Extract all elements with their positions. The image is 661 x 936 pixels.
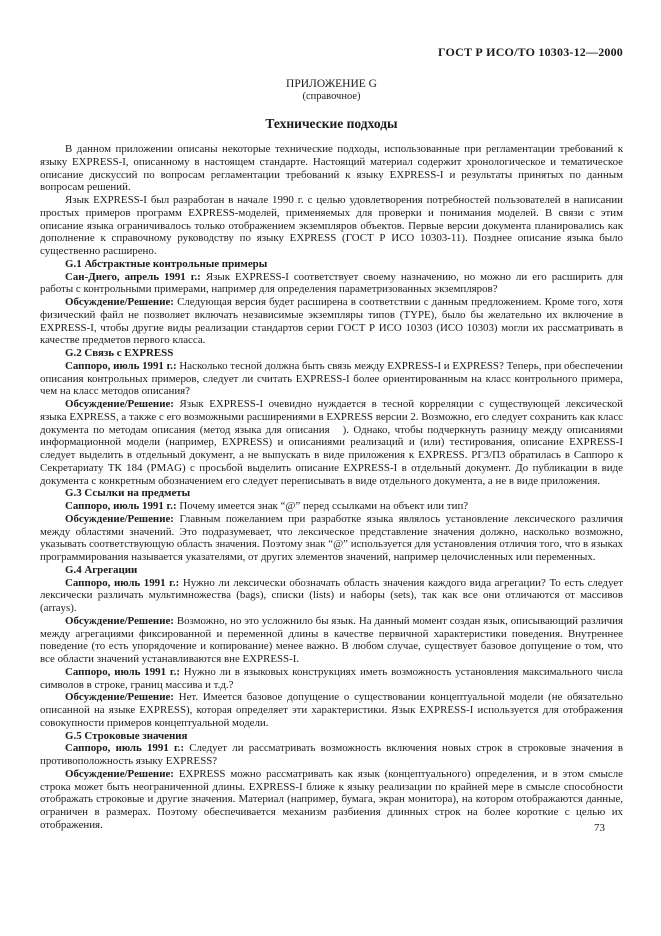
paragraph <box>40 296 623 347</box>
section-heading <box>40 258 623 271</box>
paragraph-text: Возможно, но это усложнило бы язык. На данный момент создан язык, описывающий различия между агрегациями фиксированной и переменной длины в качестве первичной характеристики поведения. Внутреннее поведение (то есть упорядочение и копирование) менее важно. В любом случае, существует базовое допущение о том, что все области значений устанавливаются вне EXPRESS-I. <box>40 614 623 665</box>
paragraph-lead: Обсуждение/Решение: <box>65 691 179 704</box>
document-code: ГОСТ Р ИСО/ТО 10303-12—2000 <box>437 45 623 59</box>
appendix-note: (справочное) <box>302 91 361 102</box>
paragraph-lead: Сан-Диего, апрель 1991 г.: <box>65 270 206 283</box>
paragraph-text: G.2 Связь с EXPRESS <box>65 347 174 359</box>
paragraph-text: Следующая версия будет расширена в соответствии с данным предложением. Кроме того, хотя физический файл не позволяет включать независимые экземпляры типов (TYPE), было бы желательно их включение в EXPRESS-I, чтобы другие виды реализации стандартов серии ГОСТ Р ИСО 10303 (ИСО 10303) могли их рассматривать в качестве предметов первого класса. <box>40 296 623 347</box>
paragraph <box>40 666 623 692</box>
paragraph <box>40 360 623 398</box>
paragraph-text: Почему имеется знак “@” перед ссылками на объект или тип? <box>179 500 469 512</box>
paragraph-lead: Саппоро, июль 1991 г.: <box>65 576 183 589</box>
page-number: 73 <box>594 822 605 834</box>
paragraph-text: Язык EXPRESS-I был разработан в начале 1990 г. с целью удовлетворения потребностей пользователей в написании простых примеров программ EXPRESS-моделей, применяемых для проверки и понимания моделей. В связи с этим описание языка ограничивалось только отображением экземпляров объектов. Первые версии документа планировались как дополнение к справочному руководству по языку EXPRESS (ГОСТ Р ИСО 10303-11). Позднее описание языка было существенно расширено. <box>40 194 623 257</box>
paragraph-text: G.4 Агрегации <box>65 563 138 576</box>
paragraph-lead: Саппоро, июль 1991 г.: <box>65 665 184 678</box>
paragraph <box>40 691 623 729</box>
paragraph <box>40 194 623 258</box>
section-heading <box>40 487 623 500</box>
paragraph-text: EXPRESS можно рассматривать как язык (концептуального) определения, и в этом смысле строка может быть неограниченной длины. EXPRESS-I ближе к языку реализации по крайней мере в смысле способности отображать строковые и другие значения. Материал (например, бумага, экран монитора), на котором отображаются данные, ограничен в размерах. Поэтому обеспечивается механизм разбиения длинных строк на более короткие с целью их отображения. <box>40 767 623 831</box>
paragraph <box>40 143 623 194</box>
paragraph-lead: Обсуждение/Решение: <box>65 296 178 308</box>
section-heading <box>40 347 623 360</box>
paragraph-text: Нет. Имеется базовое допущение о существовании концептуальной модели (не обязательно описанной на языке EXPRESS), которая определяет эти характеристики. Язык EXPRESS-I используется для отображения совокупности примеров концептуальной модели. <box>40 691 623 729</box>
paragraph-text: Язык EXPRESS-I соответствует своему назначению, но можно ли его расширить для работы с контрольными примерами, например для определения параметризованных экземпляров? <box>40 270 624 296</box>
paragraph-text: Следует ли рассматривать возможность включения новых строк в строковые значения в противоположность языку EXPRESS? <box>40 742 623 767</box>
appendix-label: ПРИЛОЖЕНИЕ G <box>286 78 377 90</box>
paragraph-lead: Обсуждение/Решение: <box>65 767 179 780</box>
paragraph-lead: Саппоро, июль 1991 г.: <box>65 742 190 755</box>
paragraph-text: Нужно ли в языковых конструкциях иметь возможность установления максимального числа символов в строке, границ массива и т.д.? <box>40 665 623 691</box>
document-body <box>40 143 623 832</box>
paragraph-text: Нужно ли лексически обозначать область значения каждого вида агрегации? То есть следует лексически различать мультимножества (bags), списки (lists) и наборы (sets), так как все они отличаются от массивов (arrays). <box>40 576 623 614</box>
paragraph <box>40 615 623 666</box>
paragraph-lead: Обсуждение/Решение: <box>65 614 177 627</box>
paragraph-text: G.5 Строковые значения <box>65 729 188 742</box>
paragraph <box>40 271 623 297</box>
paragraph-text: G.1 Абстрактные контрольные примеры <box>65 257 268 270</box>
paragraph-text: Главным пожеланием при разработке языка являлось установление лексического различия между областями значений. Это подразумевает, что лексическое представление значения должно, насколько возможно, указывать соответствующую область значения. Поэтому знак “@” используется для установления отличия того, что в языках программирования называется указателями, от других элементов значений, например целочисленных или переменных. <box>40 512 623 563</box>
paragraph <box>40 768 623 832</box>
section-heading <box>40 564 623 577</box>
paragraph-lead: Обсуждение/Решение: <box>65 512 180 525</box>
document-content <box>40 0 623 832</box>
page-title: Технические подходы <box>265 116 398 131</box>
paragraph <box>40 500 623 513</box>
paragraph <box>40 577 623 615</box>
paragraph-text: Язык EXPRESS-I очевидно нуждается в тесной корреляции с существующей лексической языка EXPRESS, а также с его возможными расширениями в EXPRESS версии 2. Возможно, его следует сохранить как класс документа по методам описания (метод языка для описания ). Однако, чтобы подчеркнуть разницу между описаниями информационной модели (например, EXPRESS) и описаниями реализаций и (или) тестирования, описание EXPRESS-I следует выделить в отдельный документ, а не выпускать в виде приложения к EXPRESS. РГ3/П3 обратилась в Саппоро к Секретариату ТК 184 (PMAG) с просьбой выделить описание EXPRESS-I в отдельный документ. До публикации в виде документа с конкретным обозначением его следует переписывать в виде отдельного документа, а не в виде приложения. <box>40 398 623 487</box>
paragraph-lead: Саппоро, июль 1991 г.: <box>65 500 180 512</box>
paragraph-text: В данном приложении описаны некоторые технические подходы, использованные при регламентации требований к языку EXPRESS-I, описанному в настоящем стандарте. Настоящий материал содержит хронологическое и тематическое описание дискуссий по вопросам регламентации требований к языку EXPRESS-I и результаты принятых по данным вопросам решений. <box>40 143 623 194</box>
paragraph-lead: Саппоро, июль 1991 г.: <box>65 359 180 372</box>
paragraph-text: G.3 Ссылки на предметы <box>65 487 191 500</box>
paragraph-lead: Обсуждение/Решение: <box>65 398 180 410</box>
section-heading <box>40 730 623 743</box>
paragraph-text: Насколько тесной должна быть связь между EXPRESS-I и EXPRESS? Теперь, при обеспечении описания контрольных примеров, следует ли считать EXPRESS-I более ориентированным на класс контрольного примера, чем на класс методов описания? <box>40 359 623 398</box>
paragraph <box>40 398 623 487</box>
paragraph <box>40 742 623 768</box>
paragraph <box>40 513 623 564</box>
